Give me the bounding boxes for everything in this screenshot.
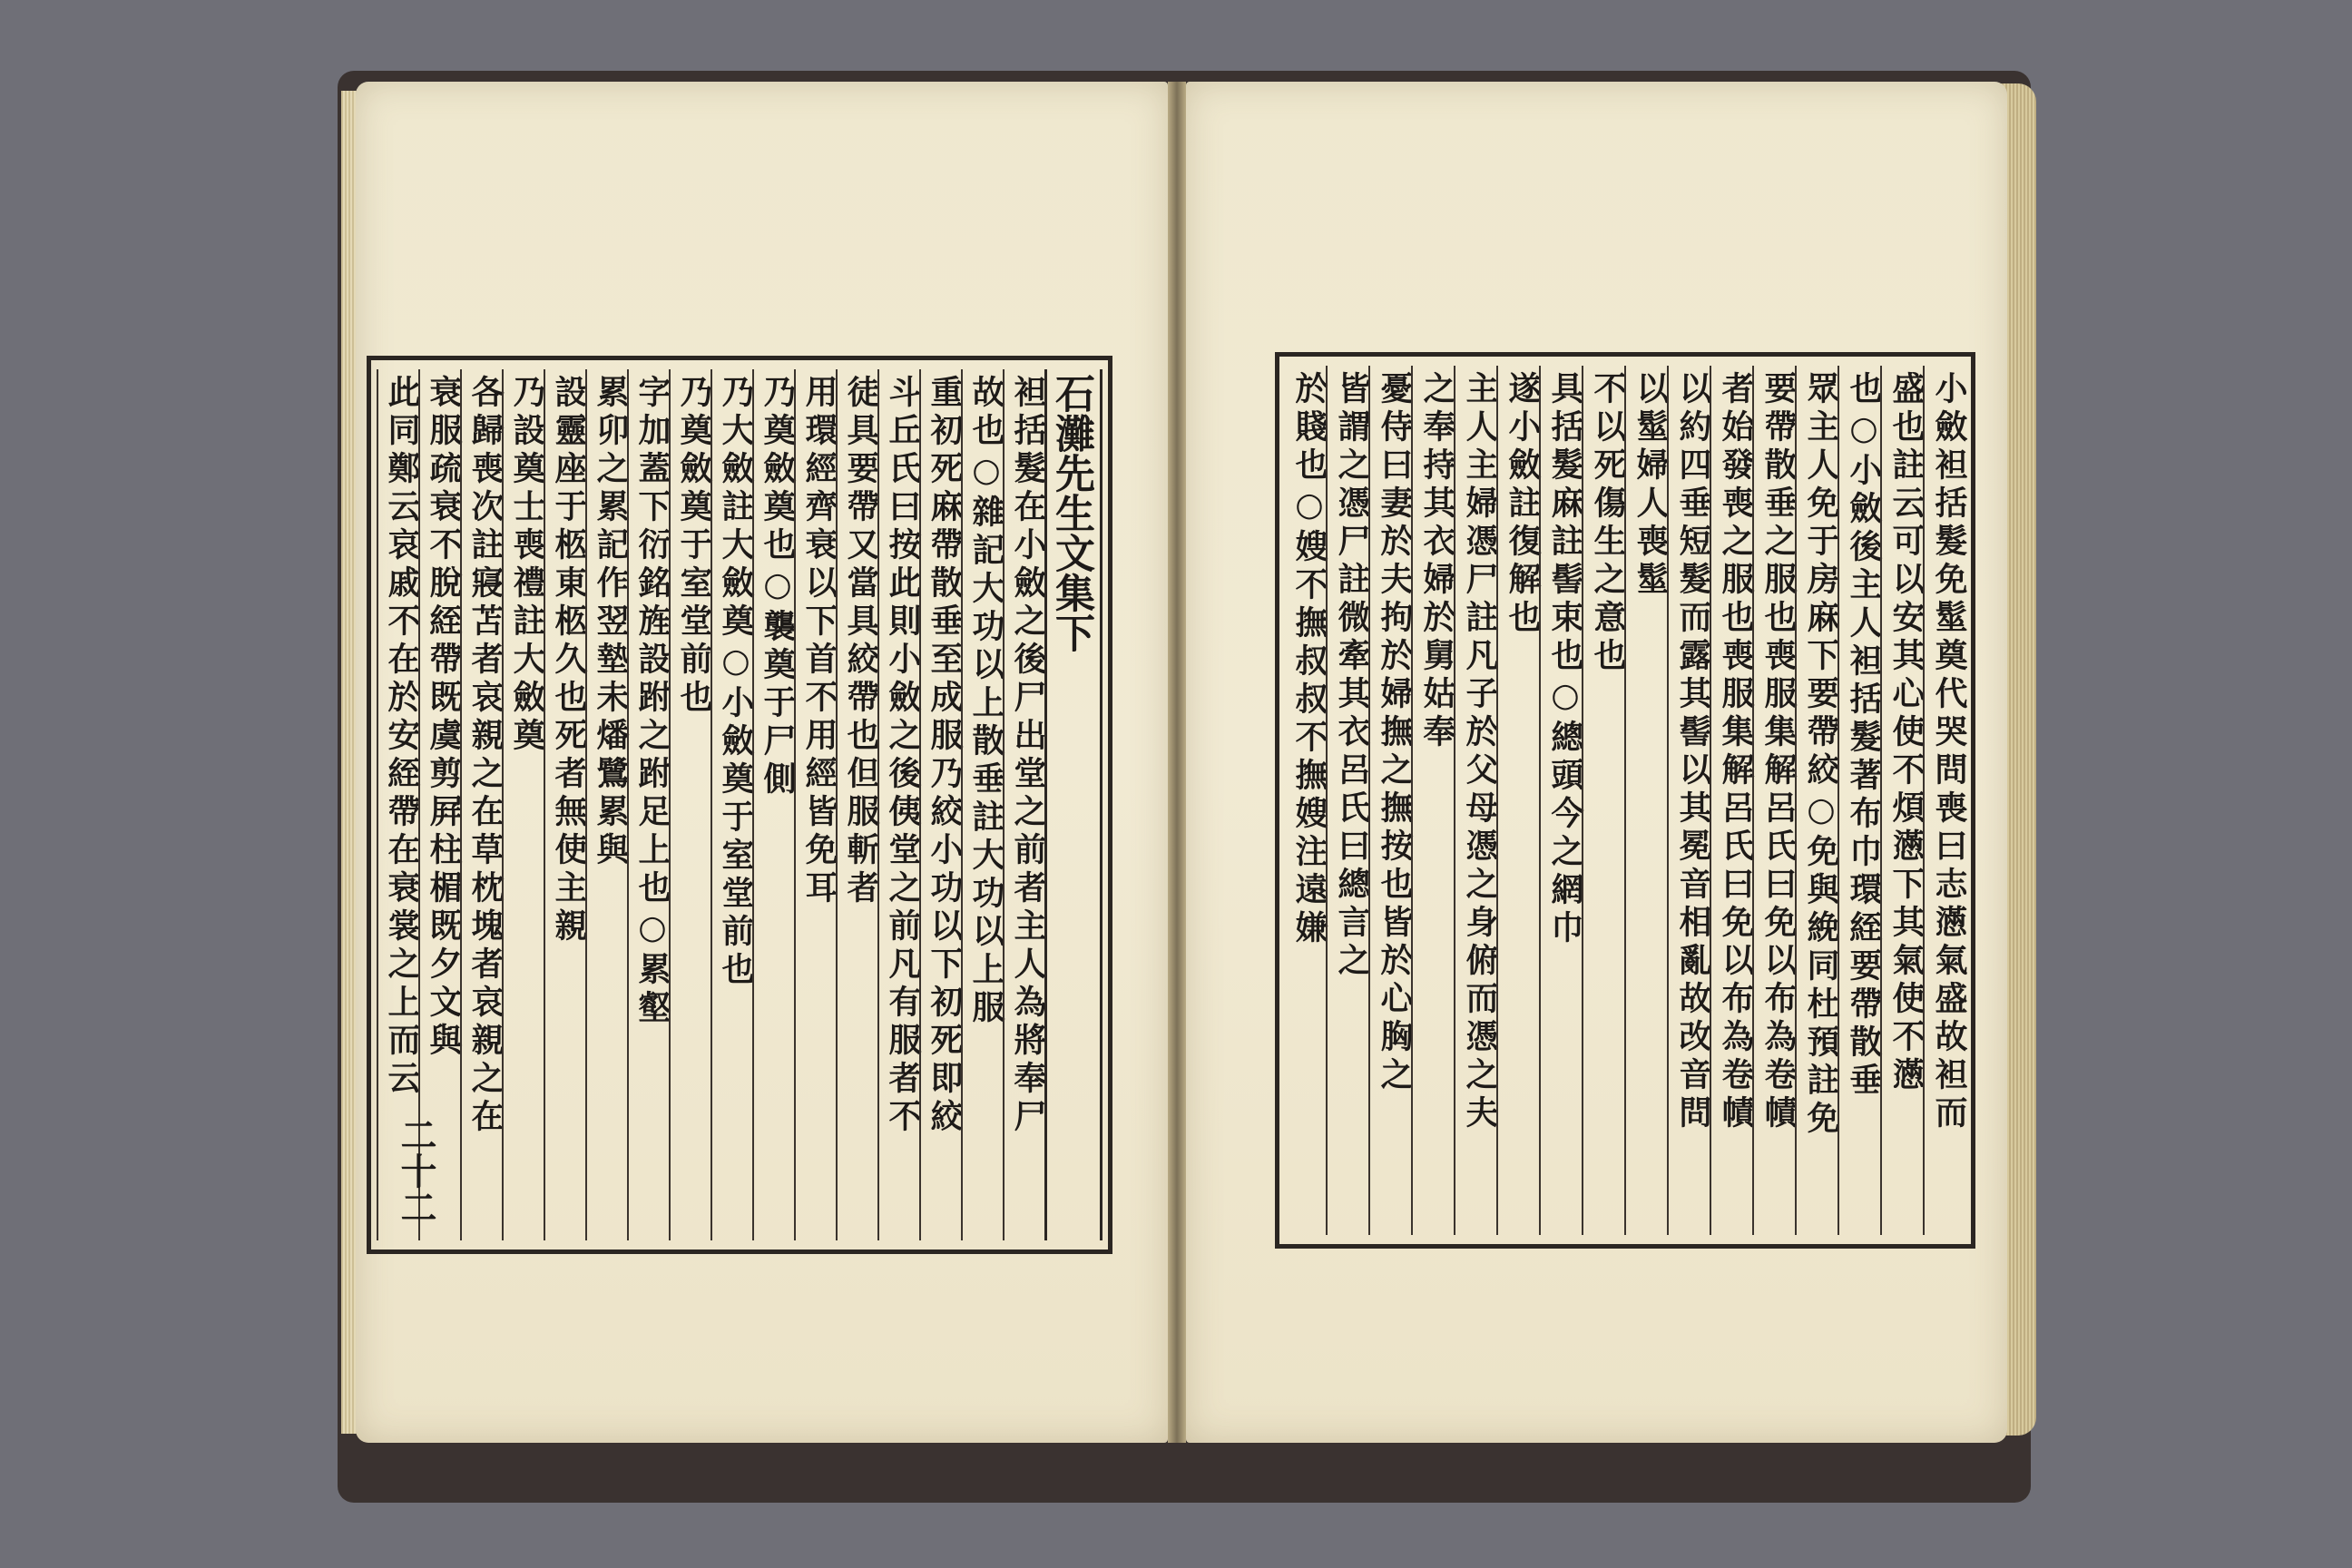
left-text-column: 乃奠斂奠也○襲奠于尸側 — [752, 369, 794, 1240]
right-text-column: 具括髮麻註髻束也○總頭今之網巾 — [1539, 366, 1582, 1235]
left-text-column: 用環經齊衰以下首不用經皆免耳 — [794, 369, 836, 1240]
right-text-column: 不以死傷生之意也 — [1582, 366, 1624, 1235]
right-text-column: 以髽婦人喪髽 — [1624, 366, 1667, 1235]
right-text-frame — [1275, 352, 1975, 1249]
left-text-column: 重初死麻帶散垂至成服乃絞小功以下初死即絞 — [919, 369, 961, 1240]
left-text-column: 此同鄭云哀戚不在於安絰帶在衰裳之上而云 — [377, 369, 418, 1240]
right-text-column: 憂侍曰妻於夫拘於婦撫之撫按也皆於心胸之 — [1368, 366, 1411, 1235]
left-text-column: 徒具要帶又當具絞帶也但服斬者 — [836, 369, 877, 1240]
page-number: 二十二 — [395, 1116, 437, 1225]
left-text-column: 各歸喪次註寢苫者哀親之在草枕塊者哀親之在 — [460, 369, 502, 1240]
right-text-column: 之奉持其衣婦於舅姑奉 — [1411, 366, 1454, 1235]
right-text-column: 以約四垂短髮而露其髻以其冕音相亂故改音問 — [1667, 366, 1710, 1235]
left-columns — [377, 369, 1102, 1240]
right-text-column: 也○小斂後主人袒括髮著布巾環絰要帶散垂 — [1838, 366, 1880, 1235]
right-text-column: 小斂袒括髮免髽奠代哭問喪曰志懣氣盛故袒而 — [1923, 366, 1965, 1235]
left-text-column: 乃大斂註大斂奠○小斂奠于室堂前也 — [710, 369, 752, 1240]
right-text-column: 於賤也○嫂不撫叔叔不撫嫂注遠嫌 — [1290, 371, 1328, 948]
left-text-column: 設靈座于柩東柩久也死者無使主親 — [544, 369, 585, 1240]
right-text-column: 遂小斂註復解也 — [1496, 366, 1539, 1235]
right-text-column: 眾主人免于房麻下要帶絞○免與絻同杜預註免 — [1795, 366, 1838, 1235]
left-text-column: 字加蓋下衍銘旌設跗之跗足上也○累壑 — [627, 369, 669, 1240]
left-text-column: 乃設奠士喪禮註大斂奠 — [502, 369, 544, 1240]
left-text-column: 斗丘氏曰按此則小斂之後侇堂之前凡有服者不 — [877, 369, 919, 1240]
left-text-column: 袒括髮在小斂之後尸出堂之前者主人為將奉尸 — [1003, 369, 1044, 1240]
left-text-column: 乃奠斂奠于室堂前也 — [669, 369, 710, 1240]
right-text-column: 主人主婦憑尸註凡子於父母憑之身俯而憑之夫 — [1454, 366, 1496, 1235]
left-banxin-title: 石灘先生文集下 — [1044, 369, 1102, 1240]
left-text-column: 故也○雜記大功以上散垂註大功以上服 — [961, 369, 1003, 1240]
left-text-column: 累卯之累記作翌墊未燔鷺累與 — [585, 369, 627, 1240]
right-text-column: 皆謂之憑尸註微牽其衣呂氏曰總言之 — [1326, 366, 1368, 1235]
right-text-column: 要帶散垂之服也喪服集解呂氏曰免以布為卷幘 — [1752, 366, 1795, 1235]
left-text-frame — [367, 356, 1112, 1254]
book-gutter — [1168, 82, 1186, 1443]
right-columns — [1285, 366, 1968, 1235]
right-text-column: 盛也註云可以安其心使不煩懣下其氣使不懣 — [1880, 366, 1923, 1235]
right-text-column: 者始發喪之服也喪服集解呂氏曰免以布為卷幘 — [1710, 366, 1752, 1235]
left-text-column: 衰服疏衰不脫絰帶既虞剪屛柱楣既夕文與 — [418, 369, 460, 1240]
